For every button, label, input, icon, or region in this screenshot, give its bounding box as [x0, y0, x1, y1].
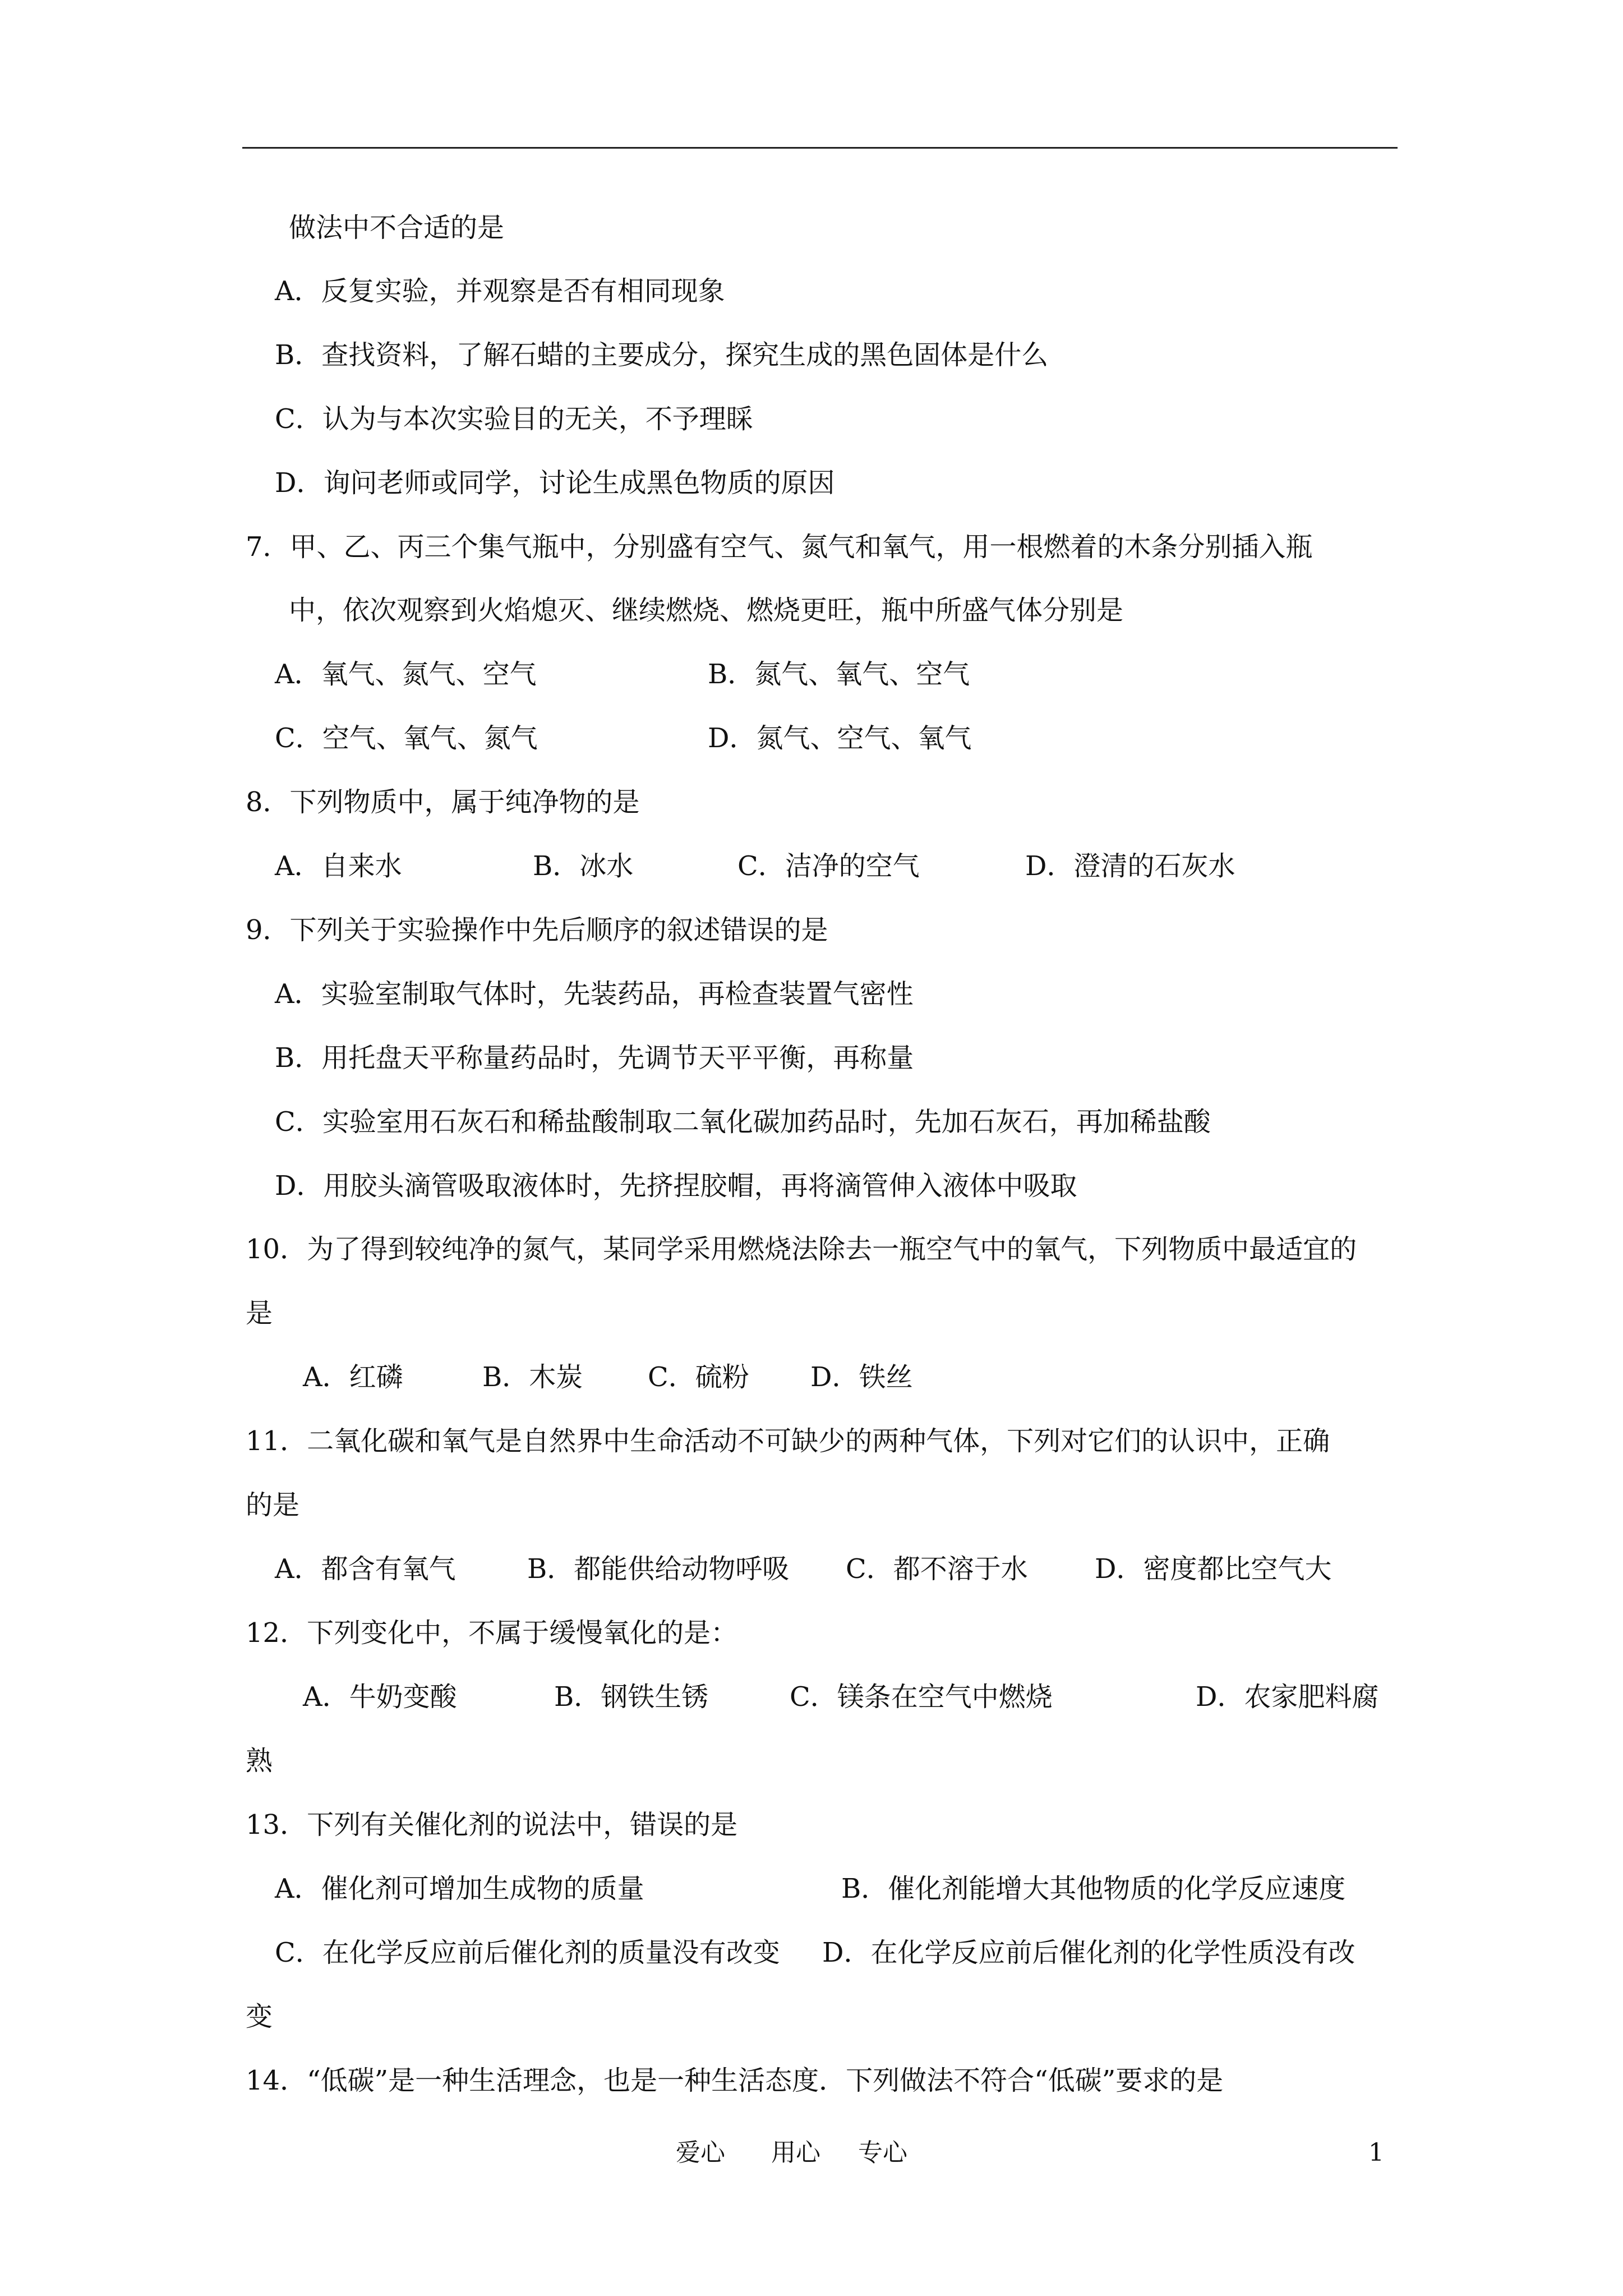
q9-option-b: B．用托盘天平称量药品时，先调节天平平衡，再称量 — [275, 1042, 914, 1074]
question-9-stem: 9．下列关于实验操作中先后顺序的叙述错误的是 — [246, 914, 828, 946]
question-stem: 做法中不合适的是 — [289, 212, 505, 243]
footer-motto-3: 专心 — [858, 2138, 907, 2167]
q12-option-b: B．钢铁生锈 — [554, 1681, 709, 1713]
q13-option-b: B．催化剂能增大其他物质的化学反应速度 — [841, 1873, 1346, 1904]
q11-option-b: B．都能供给动物呼吸 — [527, 1553, 790, 1585]
footer-motto-1: 爱心 — [676, 2138, 725, 2167]
q9-option-c: C．实验室用石灰石和稀盐酸制取二氧化碳加药品时，先加石灰石，再加稀盐酸 — [275, 1106, 1211, 1138]
q8-option-c: C．洁净的空气 — [737, 850, 920, 882]
footer-motto-2: 用心 — [771, 2138, 820, 2167]
option-d: D．询问老师或同学，讨论生成黑色物质的原因 — [275, 467, 835, 499]
question-7-stem-cont: 中，依次观察到火焰熄灭、继续燃烧、燃烧更旺，瓶中所盛气体分别是 — [289, 595, 1124, 626]
q11-option-d: D．密度都比空气大 — [1095, 1553, 1332, 1585]
q7-option-b: B．氮气、氧气、空气 — [708, 659, 970, 690]
q7-option-d: D．氮气、空气、氧气 — [708, 723, 972, 754]
question-8-stem: 8．下列物质中，属于纯净物的是 — [246, 786, 640, 818]
q9-option-a: A．实验室制取气体时，先装药品，再检查装置气密性 — [275, 978, 914, 1010]
option-b: B．查找资料，了解石蜡的主要成分，探究生成的黑色固体是什么 — [275, 339, 1049, 371]
q10-option-b: B．木炭 — [482, 1361, 583, 1393]
q11-option-a: A．都含有氧气 — [275, 1553, 456, 1585]
q10-option-d: D．铁丝 — [810, 1361, 913, 1393]
q12-option-a: A．牛奶变酸 — [303, 1681, 457, 1713]
question-12-stem: 12．下列变化中，不属于缓慢氧化的是： — [246, 1617, 738, 1649]
q9-option-d: D．用胶头滴管吸取液体时，先挤捏胶帽，再将滴管伸入液体中吸取 — [275, 1170, 1077, 1202]
question-14-stem: 14．“低碳”是一种生活理念，也是一种生活态度．下列做法不符合“低碳”要求的是 — [246, 2065, 1224, 2096]
q13-option-a: A．催化剂可增加生成物的质量 — [275, 1873, 644, 1904]
q8-option-d: D．澄清的石灰水 — [1025, 850, 1235, 882]
q8-option-b: B．冰水 — [533, 850, 634, 882]
q12-option-c: C．镁条在空气中燃烧 — [790, 1681, 1053, 1713]
question-10-stem: 10．为了得到较纯净的氮气，某同学采用燃烧法除去一瓶空气中的氧气，下列物质中最适宜的 — [246, 1234, 1357, 1265]
question-11-stem: 11．二氧化碳和氧气是自然界中生命活动不可缺少的两种气体，下列对它们的认识中，正确 — [246, 1425, 1330, 1457]
option-c: C．认为与本次实验目的无关，不予理睬 — [275, 403, 753, 435]
question-7-stem: 7．甲、乙、丙三个集气瓶中，分别盛有空气、氮气和氧气，用一根燃着的木条分别插入瓶 — [246, 531, 1313, 563]
page-number: 1 — [1368, 2138, 1384, 2167]
q10-option-a: A．红磷 — [303, 1361, 403, 1393]
header-rule — [242, 147, 1398, 149]
q11-option-c: C．都不溶于水 — [846, 1553, 1028, 1585]
q13-option-c: C．在化学反应前后催化剂的质量没有改变 — [275, 1937, 780, 1968]
q13-option-d: D．在化学反应前后催化剂的化学性质没有改 — [822, 1937, 1355, 1968]
q7-option-c: C．空气、氧气、氮气 — [275, 723, 538, 754]
question-11-stem-cont: 的是 — [246, 1489, 300, 1521]
q10-option-c: C．硫粉 — [648, 1361, 749, 1393]
option-a: A．反复实验，并观察是否有相同现象 — [275, 275, 725, 307]
q7-option-a: A．氧气、氮气、空气 — [275, 659, 537, 690]
question-10-stem-cont: 是 — [246, 1297, 273, 1329]
q12-option-d: D．农家肥料腐 — [1196, 1681, 1379, 1713]
q13-option-d-wrap: 变 — [246, 2001, 273, 2032]
question-13-stem: 13．下列有关催化剂的说法中，错误的是 — [246, 1809, 738, 1841]
q8-option-a: A．自来水 — [275, 850, 402, 882]
q12-option-d-wrap: 熟 — [246, 1745, 273, 1777]
